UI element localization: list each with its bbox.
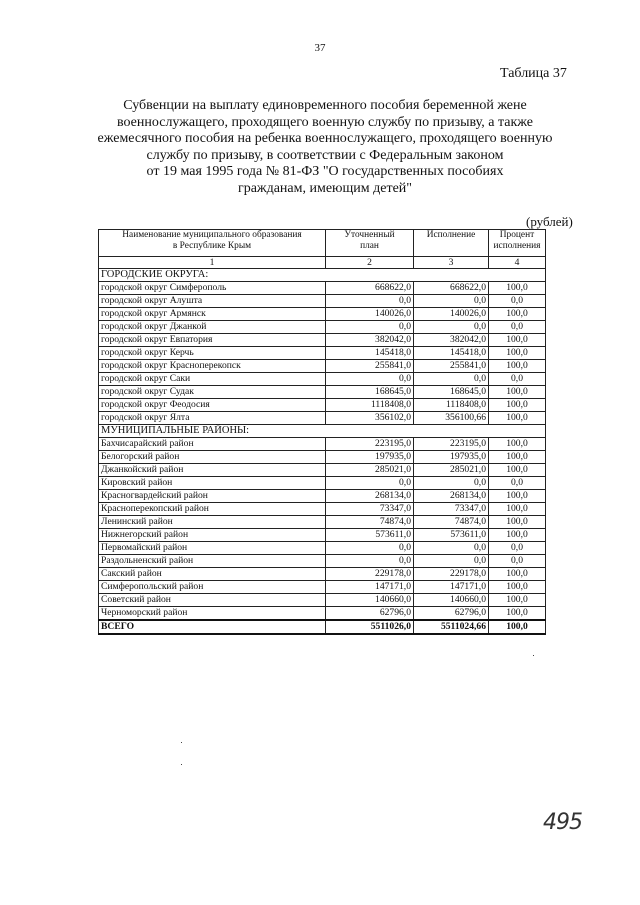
plan-value: 147171,0 — [326, 581, 414, 594]
table-row — [99, 568, 546, 581]
plan-value: 140026,0 — [326, 308, 414, 321]
table-row — [99, 412, 546, 425]
header-plan — [326, 230, 414, 257]
percent-value: 0,0 — [489, 477, 546, 490]
total-row — [99, 620, 546, 634]
plan-value: 0,0 — [326, 555, 414, 568]
plan-value: 0,0 — [326, 373, 414, 386]
header-line: исполнения — [493, 241, 541, 251]
table-row — [99, 464, 546, 477]
municipality-name: Ленинский район — [99, 516, 326, 529]
units-label: (рублей) — [526, 214, 573, 229]
plan-value: 229178,0 — [326, 568, 414, 581]
title-line: от 19 мая 1995 года № 81-ФЗ "О государственных пособиях — [146, 164, 504, 180]
table-row — [99, 373, 546, 386]
percent-value: 100,0 — [489, 451, 546, 464]
table-row — [99, 321, 546, 334]
table-row — [99, 581, 546, 594]
municipality-name: городской округ Армянск — [99, 308, 326, 321]
percent-value: 0,0 — [489, 295, 546, 308]
plan-value: 1118408,0 — [326, 399, 414, 412]
table-label: Таблица 37 — [500, 66, 567, 81]
plan-value: 255841,0 — [326, 360, 414, 373]
plan-value: 356102,0 — [326, 412, 414, 425]
plan-value: 0,0 — [326, 321, 414, 334]
municipality-name: Сакский район — [99, 568, 326, 581]
execution-value: 145418,0 — [414, 347, 489, 360]
percent-value: 100,0 — [489, 607, 546, 621]
percent-value: 100,0 — [489, 412, 546, 425]
scan-speck — [181, 742, 182, 743]
table-row — [99, 594, 546, 607]
municipality-name: городской округ Ялта — [99, 412, 326, 425]
table-row — [99, 399, 546, 412]
plan-value: 197935,0 — [326, 451, 414, 464]
header-line: Исполнение — [426, 230, 476, 240]
execution-value: 1118408,0 — [414, 399, 489, 412]
plan-value: 668622,0 — [326, 282, 414, 295]
percent-value: 100,0 — [489, 503, 546, 516]
municipality-name: Кировский район — [99, 477, 326, 490]
table-row — [99, 490, 546, 503]
title-line: ежемесячного пособия на ребенка военнослужащего, проходящего военную — [97, 131, 553, 147]
header-percent — [489, 230, 546, 257]
title-line: Субвенции на выплату единовременного пособия беременной жене — [123, 98, 527, 113]
page-number: 37 — [314, 42, 326, 54]
section-title: ГОРОДСКИЕ ОКРУГА: — [99, 269, 546, 282]
header-line: в Республике Крым — [172, 241, 252, 251]
percent-value: 100,0 — [489, 282, 546, 295]
execution-value: 268134,0 — [414, 490, 489, 503]
table-row — [99, 347, 546, 360]
municipality-name: городской округ Евпатория — [99, 334, 326, 347]
column-index: 1 — [99, 257, 326, 269]
municipality-name: Симферопольский район — [99, 581, 326, 594]
column-index-row — [99, 257, 546, 269]
plan-value: 62796,0 — [326, 607, 414, 621]
execution-value: 255841,0 — [414, 360, 489, 373]
municipality-name: Раздольненский район — [99, 555, 326, 568]
plan-value: 73347,0 — [326, 503, 414, 516]
title-line: службу по призыву, в соответствии с Федеральным законом — [146, 147, 504, 163]
table-row — [99, 334, 546, 347]
execution-value: 668622,0 — [414, 282, 489, 295]
section-header-row — [99, 269, 546, 282]
percent-value: 100,0 — [489, 438, 546, 451]
column-index: 2 — [326, 257, 414, 269]
execution-value: 147171,0 — [414, 581, 489, 594]
percent-value: 100,0 — [489, 490, 546, 503]
table-row — [99, 516, 546, 529]
execution-value: 223195,0 — [414, 438, 489, 451]
total-percent: 100,0 — [489, 620, 546, 634]
plan-value: 168645,0 — [326, 386, 414, 399]
percent-value: 0,0 — [489, 542, 546, 555]
percent-value: 100,0 — [489, 594, 546, 607]
table-row — [99, 295, 546, 308]
percent-value: 0,0 — [489, 321, 546, 334]
execution-value: 74874,0 — [414, 516, 489, 529]
municipality-name: городской округ Керчь — [99, 347, 326, 360]
percent-value: 0,0 — [489, 373, 546, 386]
table-row — [99, 282, 546, 295]
plan-value: 0,0 — [326, 295, 414, 308]
municipality-name: Нижнегорский район — [99, 529, 326, 542]
percent-value: 100,0 — [489, 347, 546, 360]
table-header-row — [99, 230, 546, 257]
execution-value: 382042,0 — [414, 334, 489, 347]
table-row — [99, 607, 546, 621]
column-index: 4 — [489, 257, 546, 269]
table-row — [99, 555, 546, 568]
percent-value: 100,0 — [489, 516, 546, 529]
percent-value: 100,0 — [489, 568, 546, 581]
scan-speck — [533, 655, 534, 656]
header-line: Наименование муниципального образования — [122, 230, 302, 240]
municipality-name: городской округ Алушта — [99, 295, 326, 308]
table-row — [99, 308, 546, 321]
title-line: военнослужащего, проходящего военную службу по призыву, а также — [117, 114, 533, 130]
plan-value: 573611,0 — [326, 529, 414, 542]
handwritten-page-number: 495 — [543, 810, 582, 835]
municipality-name: Первомайский район — [99, 542, 326, 555]
municipality-name: Бахчисарайский район — [99, 438, 326, 451]
header-line: Уточненный — [344, 230, 395, 240]
execution-value: 168645,0 — [414, 386, 489, 399]
table-row — [99, 451, 546, 464]
percent-value: 100,0 — [489, 386, 546, 399]
municipality-name: Черноморский район — [99, 607, 326, 621]
execution-value: 285021,0 — [414, 464, 489, 477]
execution-value: 0,0 — [414, 295, 489, 308]
title-line: гражданам, имеющим детей" — [237, 180, 413, 196]
header-line: план — [360, 241, 379, 251]
table-row — [99, 542, 546, 555]
section-header-row — [99, 425, 546, 438]
plan-value: 74874,0 — [326, 516, 414, 529]
table-row — [99, 438, 546, 451]
percent-value: 100,0 — [489, 529, 546, 542]
municipality-name: городской округ Судак — [99, 386, 326, 399]
execution-value: 73347,0 — [414, 503, 489, 516]
table-row — [99, 386, 546, 399]
plan-value: 0,0 — [326, 477, 414, 490]
percent-value: 0,0 — [489, 555, 546, 568]
execution-value: 573611,0 — [414, 529, 489, 542]
execution-value: 0,0 — [414, 477, 489, 490]
table-row — [99, 529, 546, 542]
municipality-name: Красноперекопский район — [99, 503, 326, 516]
plan-value: 140660,0 — [326, 594, 414, 607]
municipality-name: городской округ Красноперекопск — [99, 360, 326, 373]
header-execution — [414, 230, 489, 257]
municipality-name: городской округ Феодосия — [99, 399, 326, 412]
header-line: Процент — [499, 230, 535, 240]
subventions-table — [98, 229, 546, 635]
execution-value: 0,0 — [414, 321, 489, 334]
total-label: ВСЕГО — [99, 620, 326, 634]
percent-value: 100,0 — [489, 308, 546, 321]
execution-value: 229178,0 — [414, 568, 489, 581]
percent-value: 100,0 — [489, 399, 546, 412]
percent-value: 100,0 — [489, 464, 546, 477]
header-name — [99, 230, 326, 257]
execution-value: 197935,0 — [414, 451, 489, 464]
plan-value: 268134,0 — [326, 490, 414, 503]
municipality-name: Джанкойский район — [99, 464, 326, 477]
percent-value: 100,0 — [489, 581, 546, 594]
municipality-name: городской округ Джанкой — [99, 321, 326, 334]
plan-value: 0,0 — [326, 542, 414, 555]
municipality-name: Белогорский район — [99, 451, 326, 464]
execution-value: 0,0 — [414, 373, 489, 386]
percent-value: 100,0 — [489, 360, 546, 373]
total-plan: 5511026,0 — [326, 620, 414, 634]
municipality-name: городской округ Саки — [99, 373, 326, 386]
municipality-name: городской округ Симферополь — [99, 282, 326, 295]
execution-value: 0,0 — [414, 542, 489, 555]
document-title — [95, 98, 555, 198]
column-index: 3 — [414, 257, 489, 269]
section-title: МУНИЦИПАЛЬНЫЕ РАЙОНЫ: — [99, 425, 546, 438]
plan-value: 382042,0 — [326, 334, 414, 347]
execution-value: 140660,0 — [414, 594, 489, 607]
plan-value: 145418,0 — [326, 347, 414, 360]
percent-value: 100,0 — [489, 334, 546, 347]
table-row — [99, 503, 546, 516]
execution-value: 140026,0 — [414, 308, 489, 321]
execution-value: 0,0 — [414, 555, 489, 568]
plan-value: 285021,0 — [326, 464, 414, 477]
municipality-name: Красногвардейский район — [99, 490, 326, 503]
municipality-name: Советский район — [99, 594, 326, 607]
table-row — [99, 477, 546, 490]
table-row — [99, 360, 546, 373]
plan-value: 223195,0 — [326, 438, 414, 451]
execution-value: 356100,66 — [414, 412, 489, 425]
scan-speck — [181, 764, 182, 765]
execution-value: 62796,0 — [414, 607, 489, 621]
total-execution: 5511024,66 — [414, 620, 489, 634]
